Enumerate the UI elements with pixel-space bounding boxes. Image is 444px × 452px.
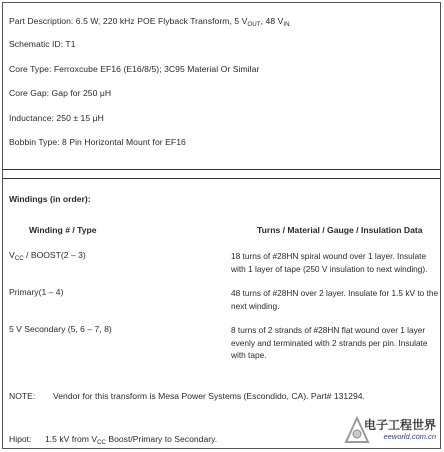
winding-name-text: V <box>9 250 15 260</box>
section-divider-2 <box>3 178 440 179</box>
hipot-label: Hipot: <box>9 434 32 444</box>
winding-data-primary: 48 turns of #28HN over 2 layer. Insulate for 1.5 kV to the next winding. <box>231 288 439 311</box>
spec-frame <box>2 2 441 449</box>
winding-name-suffix: / BOOST(2 – 3) <box>23 250 86 260</box>
vin-subscript: IN <box>283 21 290 28</box>
section-divider-1 <box>3 169 440 170</box>
part-description <box>9 16 290 26</box>
schematic-id: Schematic ID: T1 <box>9 39 76 49</box>
watermark-url: eeworld.com.cn <box>383 432 436 441</box>
spec-section <box>3 3 440 169</box>
hipot-text-b: Boost/Primary to Secondary. <box>106 434 218 444</box>
part-description-text-b: , 48 V <box>260 16 284 26</box>
watermark-cn-text: 电子工程世界 <box>363 418 436 432</box>
vcc-subscript: CC <box>14 255 24 262</box>
bobbin-type: Bobbin Type: 8 Pin Horizontal Mount for EF16 <box>9 137 186 147</box>
col-header-winding: Winding # / Type <box>29 225 97 235</box>
core-gap: Core Gap: Gap for 250 μH <box>9 88 112 98</box>
hipot-text-a: 1.5 kV from V <box>45 434 98 444</box>
note-text: Vendor for this transform is Mesa Power Systems (Escondido, CA). Part# 131294. <box>53 391 365 401</box>
winding-name-vcc <box>9 250 86 260</box>
part-description-text: Part Description: 6.5 W, 220 kHz POE Flyback Transform, 5 V <box>9 16 248 26</box>
inductance: Inductance: 250 ± 15 μH <box>9 113 104 123</box>
col-header-data: Turns / Material / Gauge / Insulation Data <box>257 225 423 235</box>
hipot-text <box>45 434 217 444</box>
winding-data-secondary: 8 turns of 2 strands of #28HN flat wound over 1 layer evenly and terminated with 2 strands per pin. Insulate with tape. <box>231 325 428 360</box>
watermark-logo <box>344 414 438 448</box>
hipot-vcc-subscript: CC <box>97 439 106 446</box>
note-label: NOTE: <box>9 391 36 401</box>
winding-data-vcc: 18 turns of #28HN spiral wound over 1 layer. Insulate with 1 layer of tape (250 V insulation to next winding). <box>231 251 428 274</box>
core-type: Core Type: Ferroxcube EF16 (E16/8/5); 3C95 Material Or Similar <box>9 64 260 74</box>
vout-subscript: OUT <box>247 21 261 28</box>
windings-title: Windings (in order): <box>9 194 91 204</box>
winding-name-primary: Primary(1 – 4) <box>9 287 64 297</box>
winding-name-secondary: 5 V Secondary (5, 6 – 7, 8) <box>9 324 112 334</box>
